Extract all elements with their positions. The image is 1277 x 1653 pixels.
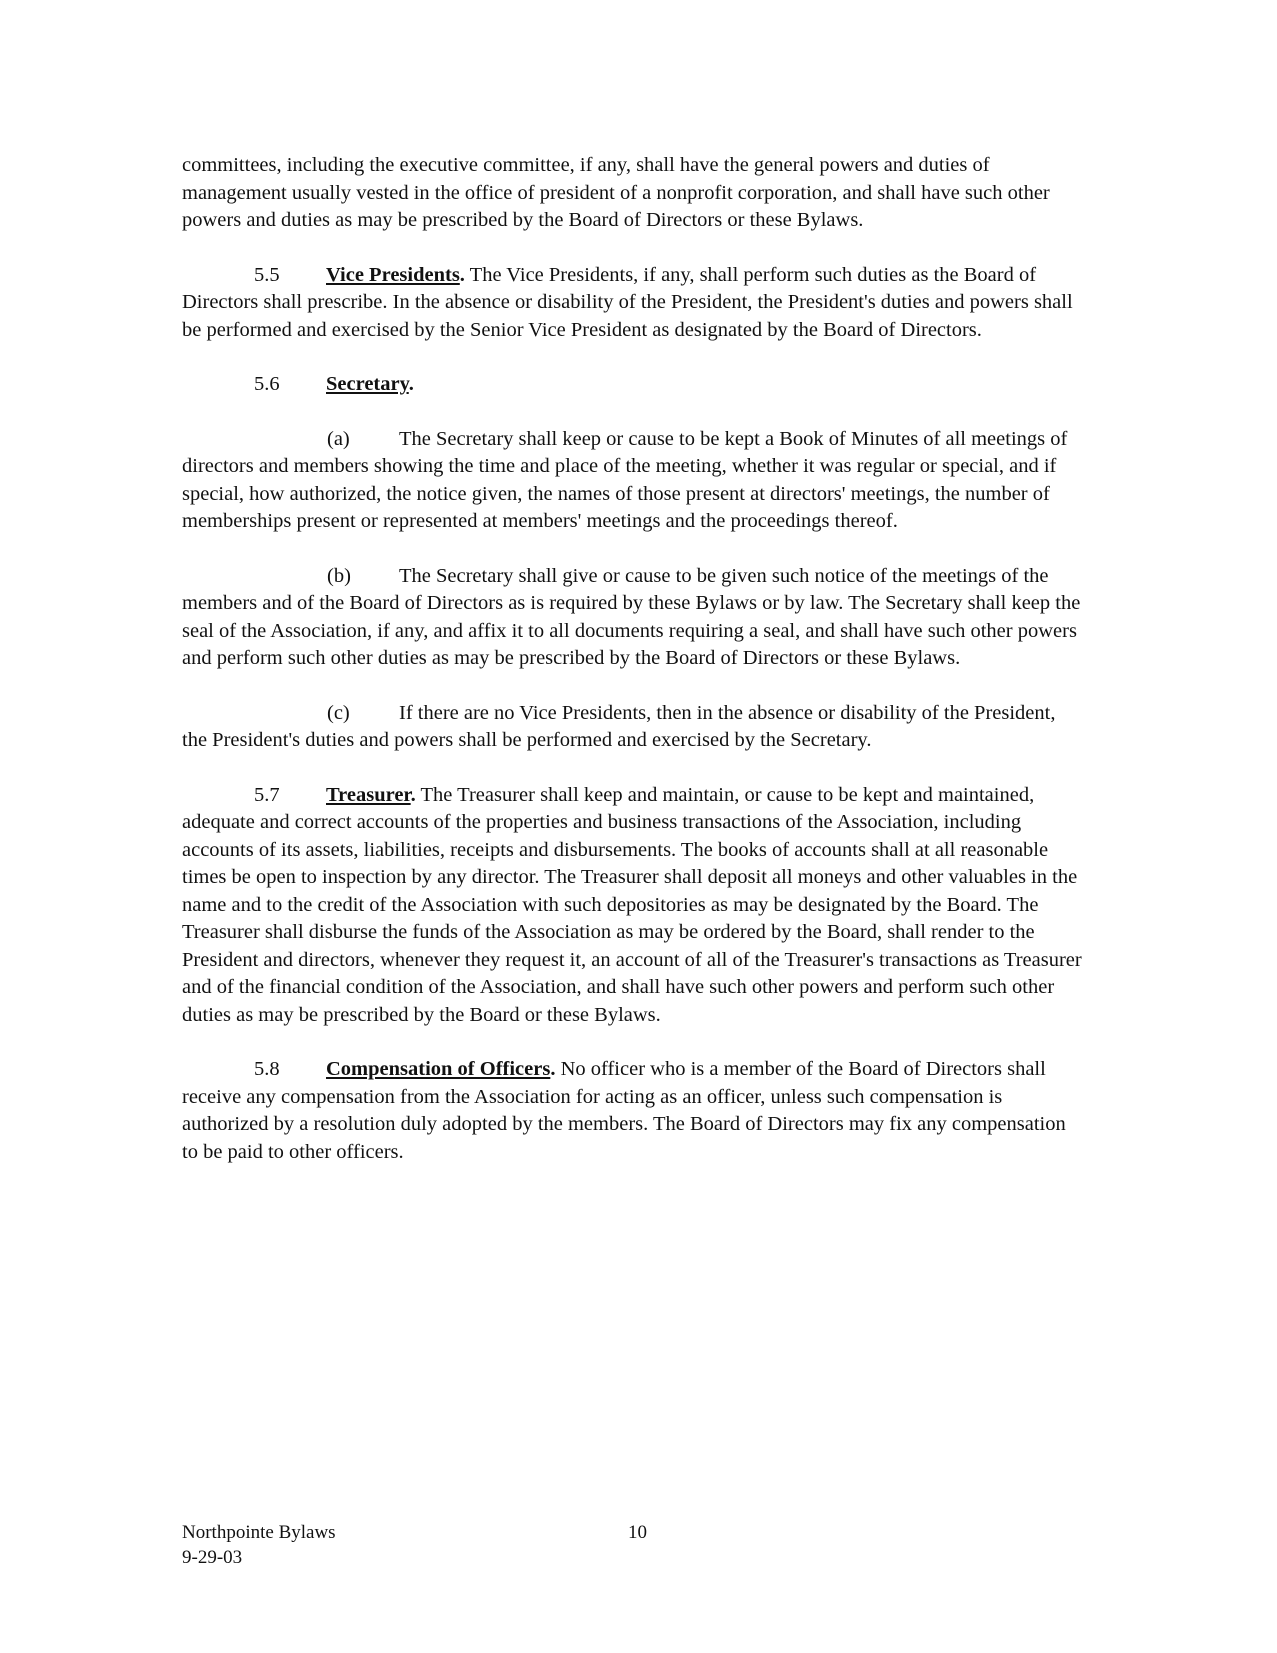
section-heading: Treasurer xyxy=(326,783,411,806)
footer-date: 9-29-03 xyxy=(182,1547,243,1568)
continuation-paragraph xyxy=(182,152,1082,235)
section-heading: Vice Presidents xyxy=(326,263,460,286)
section-5-5 xyxy=(182,262,1082,345)
heading-period: . xyxy=(408,373,414,395)
subsection-5-6-a xyxy=(182,426,1082,536)
subsection-text: The Secretary shall keep or cause to be kept a Book of Minutes of all meetings of directors and members showing the time and place of the meeting, whether it was regular or special, and if special, how authorized, the notice given, the names of those present at directors' meetings, the number of memberships present or represented at members' meetings and the proceedings thereof. xyxy=(182,427,1068,532)
section-5-7 xyxy=(182,782,1082,1030)
subsection-5-6-b xyxy=(182,563,1082,673)
section-number: 5.6 xyxy=(254,373,280,395)
heading-period: . xyxy=(459,263,465,286)
subsection-text: The Secretary shall give or cause to be given such notice of the meetings of the members and of the Board of Directors as is required by these Bylaws or by law. The Secretary shall keep the seal of the Association, if any, and affix it to all documents requiring a seal, and shall have such other powers and perform such other duties as may be prescribed by the Board of Directors or these Bylaws. xyxy=(182,564,1081,669)
subsection-5-6-c xyxy=(182,700,1082,755)
subsection-label: (a) xyxy=(327,427,350,450)
section-heading: Secretary xyxy=(326,373,409,395)
document-body xyxy=(182,152,1082,1193)
subsection-text: If there are no Vice Presidents, then in the absence or disability of the President, the President's duties and powers shall be performed and exercised by the Secretary. xyxy=(182,701,1056,751)
section-heading: Compensation of Officers xyxy=(326,1058,551,1080)
section-number: 5.7 xyxy=(254,783,280,806)
section-5-8 xyxy=(182,1056,1082,1166)
section-5-6 xyxy=(182,371,1082,399)
continuation-text: committees, including the executive committee, if any, shall have the general powers and duties of management usually vested in the office of president of a nonprofit corporation, and shall have such other powers and duties as may be prescribed by the Board of Directors or these Bylaws. xyxy=(182,154,1050,231)
footer-document-info xyxy=(182,1520,336,1570)
section-text: The Vice Presidents, if any, shall perform such duties as the Board of Directors shall prescribe. In the absence or disability of the President, the President's duties and powers shall be performed and exercised by the Senior Vice President as designated by the Board of Directors. xyxy=(182,263,1073,341)
section-text: The Treasurer shall keep and maintain, or cause to be kept and maintained, adequate and correct accounts of the properties and business transactions of the Association, including accounts of its assets, liabilities, receipts and disbursements. The books of accounts shall at all reasonable times be open to inspection by any director. The Treasurer shall deposit all moneys and other valuables in the name and to the credit of the Association with such depositories as may be designated by the Board. The Treasurer shall disburse the funds of the Association as may be ordered by the Board, shall render to the President and directors, whenever they request it, an account of all of the Treasurer's transactions as Treasurer and of the financial condition of the Association, and shall have such other powers and perform such other duties as may be prescribed by the Board or these Bylaws. xyxy=(182,783,1082,1026)
footer-title: Northpointe Bylaws xyxy=(182,1522,336,1543)
subsection-label: (b) xyxy=(327,564,351,587)
section-number: 5.5 xyxy=(254,263,280,286)
page-number: 10 xyxy=(628,1522,647,1543)
heading-period: . xyxy=(410,783,416,806)
section-text: No officer who is a member of the Board of Directors shall receive any compensation from the Association for acting as an officer, unless such compensation is authorized by a resolution duly adopted by the members. The Board of Directors may fix any compensation to be paid to other officers. xyxy=(182,1058,1066,1163)
section-number: 5.8 xyxy=(254,1058,280,1080)
heading-period: . xyxy=(550,1058,556,1080)
subsection-label: (c) xyxy=(327,701,350,724)
